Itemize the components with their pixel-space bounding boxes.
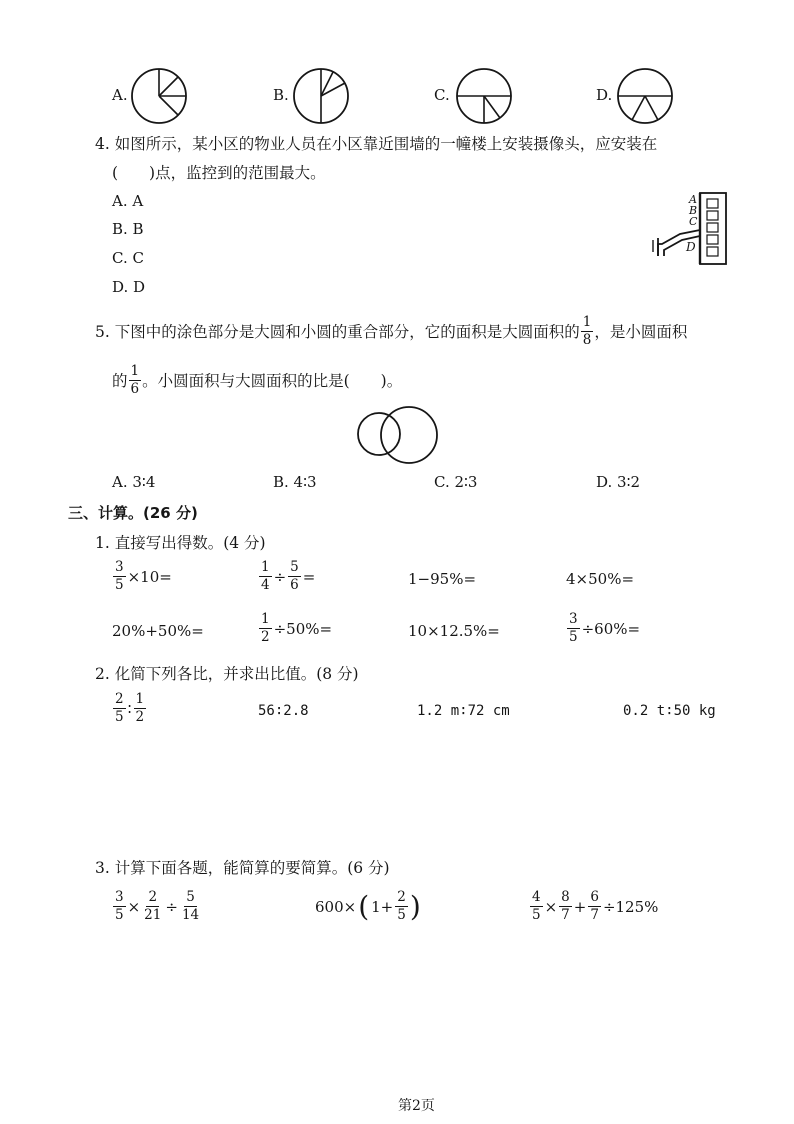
num: 2 [397, 889, 406, 905]
q4-option-d: D. D [112, 278, 146, 296]
calc-1h [566, 612, 641, 645]
den: 7 [561, 907, 570, 923]
left-paren: ( [358, 889, 370, 923]
q5-option-b: B. 4∶3 [273, 473, 317, 491]
calc-1e: 20%+50%= [112, 622, 204, 640]
one-plus: 1+ [371, 897, 394, 916]
num: 3 [569, 611, 578, 627]
den: 7 [590, 907, 599, 923]
den: 4 [261, 577, 270, 593]
q4-point-b-label: B [689, 204, 698, 217]
q5-frac2-num: 1 [130, 363, 140, 379]
den: 5 [532, 907, 541, 923]
q4-option-a: A. A [112, 192, 144, 210]
q3-option-b-figure [292, 68, 352, 124]
q5-option-a: A. 3∶4 [112, 473, 156, 491]
expr-3b [314, 890, 422, 923]
q5-frac1-den: 8 [582, 332, 592, 348]
den: 5 [115, 577, 124, 593]
part2-title: 2. 化简下列各比，并求出比值。(8 分) [95, 665, 359, 683]
q5-text-line2 [112, 364, 402, 397]
num: 1 [135, 691, 145, 707]
op: ÷ [273, 567, 287, 586]
frac [134, 692, 147, 725]
calc-1f [258, 612, 333, 645]
frac [567, 612, 580, 645]
q4-text-line1: 4. 如图所示，某小区的物业人员在小区靠近围墙的一幢楼上安装摄像头，应安装在 [95, 135, 658, 153]
rest: ÷125% [602, 897, 659, 916]
q3-option-c-figure [455, 68, 515, 124]
ratio-2d: 0.2 t∶50 kg [623, 703, 716, 719]
calc-1d: 4×50%= [566, 570, 635, 588]
q3-option-a-figure [130, 68, 190, 124]
frac [588, 890, 601, 923]
calc-1a [112, 560, 173, 593]
den: 6 [290, 577, 299, 593]
q5-frac2-den: 6 [130, 381, 140, 397]
calc-1h-rest: ÷60%= [581, 619, 641, 638]
frac [288, 560, 301, 593]
q3-option-a-label: A. [112, 86, 128, 104]
q4-option-c: C. C [112, 249, 144, 267]
sep: ∶ [127, 699, 132, 718]
den: 5 [115, 709, 124, 725]
calc-1b-rest: = [302, 567, 316, 586]
q3-option-d-figure [616, 68, 676, 124]
part3-title: 3. 计算下面各题，能简算的要简算。(6 分) [95, 859, 390, 877]
calc-1g: 10×12.5%= [408, 622, 500, 640]
den: 5 [115, 907, 124, 923]
q5-option-c: C. 2∶3 [434, 473, 478, 491]
page-number: 第2页 [398, 1098, 435, 1114]
section3-title: 三、计算。(26 分) [68, 504, 198, 522]
op: × [127, 897, 141, 916]
num: 8 [561, 889, 570, 905]
calc-1c: 1−95%= [408, 570, 477, 588]
q5-fraction-1-6 [129, 364, 142, 397]
q5-line2-post: 。小圆面积与大圆面积的比是( )。 [142, 371, 403, 390]
num: 1 [261, 559, 270, 575]
calc-1a-rest: ×10= [127, 567, 172, 586]
num: 3 [115, 559, 124, 575]
num: 4 [532, 889, 541, 905]
num: 2 [148, 889, 158, 905]
den: 2 [135, 709, 145, 725]
pre: 600× [315, 897, 357, 916]
frac [259, 560, 272, 593]
q5-frac1-num: 1 [582, 314, 592, 330]
q3-option-b-label: B. [273, 86, 289, 104]
frac [180, 890, 201, 923]
frac [142, 890, 163, 923]
frac [395, 890, 408, 923]
calc-1f-rest: ÷50%= [273, 619, 333, 638]
num: 5 [186, 889, 195, 905]
q4-option-b: B. B [112, 220, 144, 238]
expr-3a [112, 890, 202, 923]
den: 5 [569, 629, 578, 645]
frac [113, 692, 126, 725]
num: 3 [115, 889, 124, 905]
num: 6 [590, 889, 599, 905]
den: 21 [144, 907, 162, 923]
num: 1 [261, 611, 270, 627]
q4-point-c-label: C [689, 215, 698, 228]
ratio-2b: 56∶2.8 [258, 703, 309, 719]
op: × [544, 897, 558, 916]
q4-text-line2: ( )点，监控到的范围最大。 [112, 164, 326, 182]
calc-1b [258, 560, 316, 593]
q5-fraction-1-8 [581, 315, 594, 348]
op: + [573, 897, 587, 916]
frac [113, 560, 126, 593]
q5-text-line1 [95, 315, 687, 348]
part1-title: 1. 直接写出得数。(4 分) [95, 534, 266, 552]
q5-line1-pre: 5. 下图中的涂色部分是大圆和小圆的重合部分，它的面积是大圆面积的 [95, 322, 580, 341]
q3-option-d-label: D. [596, 86, 613, 104]
frac [259, 612, 272, 645]
q5-overlapping-circles-figure [355, 408, 441, 464]
frac [559, 890, 572, 923]
q3-option-c-label: C. [434, 86, 450, 104]
q5-line2-pre: 的 [112, 371, 128, 390]
den: 14 [181, 907, 200, 923]
den: 5 [397, 907, 406, 923]
num: 2 [115, 691, 124, 707]
q4-point-d-label: D [686, 240, 696, 254]
q5-option-d: D. 3∶2 [596, 473, 641, 491]
right-paren: ) [409, 889, 421, 923]
den: 2 [261, 629, 270, 645]
num: 5 [290, 559, 299, 575]
op: ÷ [165, 897, 178, 916]
q4-point-a-label: A [689, 193, 697, 206]
frac [530, 890, 543, 923]
frac [113, 890, 126, 923]
expr-3c [529, 890, 659, 923]
ratio-2a [112, 692, 147, 725]
q5-line1-post: ，是小圆面积 [594, 322, 688, 341]
ratio-2c: 1.2 m∶72 cm [417, 703, 510, 719]
